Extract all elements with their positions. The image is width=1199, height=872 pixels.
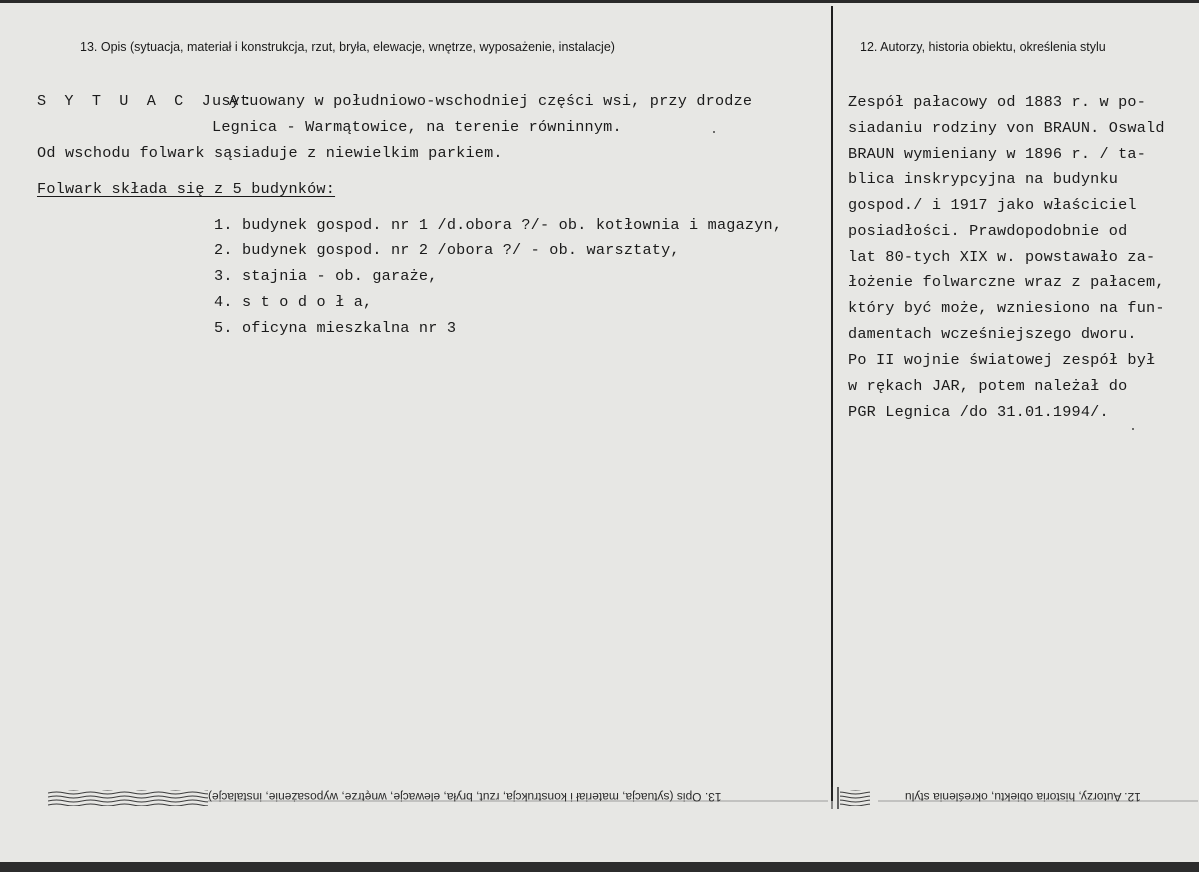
situation-line-2: Legnica - Warmątowice, na terenie równinnym. — [212, 118, 622, 136]
building-item: 1. budynek gospod. nr 1 /d.obora ?/- ob. kotłownia i magazyn, — [214, 216, 783, 234]
history-line: blica inskrypcyjna na budynku — [848, 170, 1119, 188]
left-column-header: 13. Opis (sytuacja, materiał i konstrukcja, rzut, bryła, elewacje, wnętrze, wyposażenie, instalacje) — [80, 40, 615, 54]
mirrored-left-header: 13. Opis (sytuacja, materiał i konstrukcja, rzut, bryła, elewacje, wnętrze, wyposażenie, instalacje) — [208, 790, 722, 804]
history-line: PGR Legnica /do 31.01.1994/. — [848, 403, 1109, 421]
east-line: Od wschodu folwark sąsiaduje z niewielkim parkiem. — [37, 144, 503, 162]
history-line: damentach wcześniejszego dworu. — [848, 325, 1137, 343]
history-line: Po II wojnie światowej zespół był — [848, 351, 1156, 369]
column-divider — [831, 6, 833, 801]
history-line: siadaniu rodziny von BRAUN. Oswald — [848, 119, 1165, 137]
building-item: 4. s t o d o ł a, — [214, 293, 373, 311]
building-item: 5. oficyna mieszkalna nr 3 — [214, 319, 457, 337]
mirrored-right-header: 12. Autorzy, historia obiektu, określenia stylu — [905, 790, 1141, 804]
building-item: 3. stajnia - ob. garaże, — [214, 267, 438, 285]
situation-line-1: usytuowany w południowo-wschodniej części wsi, przy drodze — [212, 92, 753, 110]
bottom-scan-edge — [0, 862, 1199, 872]
scan-speck — [1132, 428, 1134, 430]
history-line: Zespół pałacowy od 1883 r. w po- — [848, 93, 1147, 111]
right-column-header: 12. Autorzy, historia obiektu, określenia stylu — [860, 40, 1106, 54]
history-line: gospod./ i 1917 jako właściciel — [848, 196, 1137, 214]
history-line: w rękach JAR, potem należał do — [848, 377, 1128, 395]
history-line: łożenie folwarczne wraz z pałacem, — [848, 273, 1165, 291]
history-line: który być może, wzniesiono na fun- — [848, 299, 1165, 317]
history-line: lat 80-tych XIX w. powstawało za- — [848, 248, 1156, 266]
history-line: posiadłości. Prawdopodobnie od — [848, 222, 1128, 240]
situation-label: S Y T U A C J A: — [37, 92, 257, 110]
building-item: 2. budynek gospod. nr 2 /obora ?/ - ob. warsztaty, — [214, 241, 680, 259]
scan-speck — [713, 131, 715, 133]
top-scan-edge — [0, 0, 1199, 3]
folwark-heading: Folwark składa się z 5 budynków: — [37, 180, 336, 198]
history-line: BRAUN wymieniany w 1896 r. / ta- — [848, 145, 1147, 163]
